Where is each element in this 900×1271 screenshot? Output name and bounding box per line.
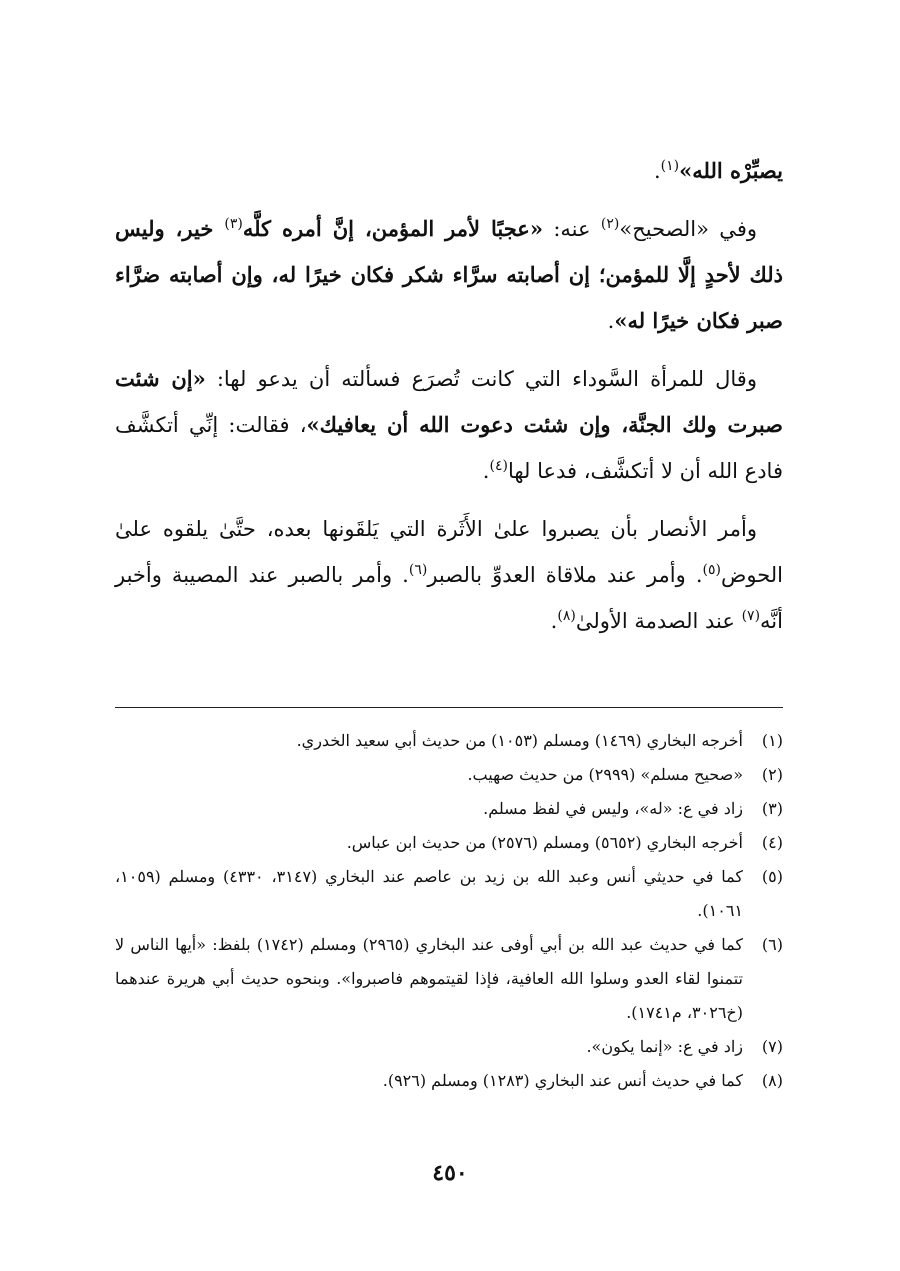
- paragraph-text: عنه:: [542, 217, 601, 241]
- page-number: ٤٥٠: [432, 1160, 468, 1186]
- footnote-4: [115, 826, 783, 860]
- paragraph-3: [115, 356, 783, 494]
- footnote-ref-8[interactable]: (٨): [557, 608, 576, 624]
- paragraph-end: .: [653, 159, 661, 183]
- footnote-3: [115, 792, 783, 826]
- footnote-6: [115, 928, 783, 1030]
- footnote-2: [115, 758, 783, 792]
- footnote-ref-7[interactable]: (٧): [741, 608, 761, 624]
- main-text: [115, 148, 783, 656]
- footnote-divider: [115, 707, 783, 708]
- footnote-5: [115, 860, 783, 928]
- paragraph-end: .: [482, 459, 490, 483]
- footnote-number: (٧): [761, 1037, 783, 1056]
- paragraph-text: . وأمر بالصبر عند المصيبة وأخبر أنَّه: [115, 563, 783, 633]
- footnote-ref-5[interactable]: (٥): [702, 562, 721, 578]
- paragraph-end: .: [550, 609, 558, 633]
- footnote-ref-4[interactable]: (٤): [489, 458, 508, 474]
- footnote-text: أخرجه البخاري (١٤٦٩) ومسلم (١٠٥٣) من حديث أبي سعيد الخدري.: [296, 731, 743, 750]
- footnote-text: كما في حديث أنس عند البخاري (١٢٨٣) ومسلم (٩٢٦).: [382, 1071, 743, 1090]
- footnote-number: (٤): [761, 833, 783, 852]
- footnote-text: أخرجه البخاري (٥٦٥٢) ومسلم (٢٥٧٦) من حديث ابن عباس.: [346, 833, 743, 852]
- paragraph-end: .: [607, 309, 615, 333]
- footnote-number: (٥): [761, 867, 783, 886]
- footnote-ref-2[interactable]: (٢): [600, 216, 620, 232]
- footnote-ref-1[interactable]: (١): [660, 158, 680, 174]
- footnote-number: (٦): [761, 935, 783, 954]
- footnote-text: «صحيح مسلم» (٢٩٩٩) من حديث صهيب.: [467, 765, 743, 784]
- footnote-number: (١): [761, 731, 783, 750]
- hadith-quote-continued: خير، وليس ذلك لأحدٍ إلَّا للمؤمن؛ إن أصابته سرَّاء شكر فكان خيرًا له، وإن أصابته ضرَّاء صبر فكان خيرًا له»: [115, 216, 783, 333]
- footnote-8: [115, 1064, 783, 1098]
- paragraph-text: عند الصدمة الأولىٰ: [575, 609, 742, 633]
- paragraph-lead: وفي «الصحيح»: [619, 217, 757, 241]
- footnote-1: [115, 724, 783, 758]
- paragraph-text: . وأمر عند ملاقاة العدوِّ بالصبر: [427, 563, 703, 587]
- footnotes-section: [115, 724, 783, 1098]
- footnote-text: زاد في ع: «له»، وليس في لفظ مسلم.: [483, 799, 743, 818]
- paragraph-text: ، فقالت: إنِّي أتكشَّف فادع الله أن لا أتكشَّف، فدعا لها: [115, 413, 783, 483]
- footnote-text: كما في حديث عبد الله بن أبي أوفى عند البخاري (٢٩٦٥) ومسلم (١٧٤٢) بلفظ: «أيها الناس لا تتمنوا لقاء العدو وسلوا الله العافية، فإذا لقيتموهم فاصبروا». وبنحوه حديث أبي هريرة عندهما (خ٣٠٢٦، م١٧٤١).: [115, 935, 744, 1022]
- footnote-number: (٢): [761, 765, 783, 784]
- footnote-ref-6[interactable]: (٦): [408, 562, 428, 578]
- quote-end: يصبِّرْه الله»: [679, 158, 783, 183]
- footnote-ref-3[interactable]: (٣): [224, 216, 243, 232]
- paragraph-4: [115, 506, 783, 644]
- hadith-quote: «إن شئت صبرت ولك الجنَّة، وإن شئت دعوت الله أن يعافيك»: [115, 366, 784, 437]
- footnote-number: (٣): [761, 799, 783, 818]
- hadith-quote: «عجبًا لأمر المؤمن، إنَّ أمره كلَّه: [242, 216, 543, 241]
- footnote-text: كما في حديثي أنس وعبد الله بن زيد بن عاصم عند البخاري (٣١٤٧، ٤٣٣٠) ومسلم (١٠٥٩، ١٠٦١).: [115, 867, 744, 920]
- paragraph-2: [115, 206, 783, 344]
- footnote-7: [115, 1030, 783, 1064]
- footnote-text: زاد في ع: «إنما يكون».: [586, 1037, 743, 1056]
- footnote-number: (٨): [761, 1071, 783, 1090]
- paragraph-1: [115, 148, 783, 194]
- paragraph-text: وأمر الأنصار بأن يصبروا علىٰ الأَثَرة التي يَلقَونها بعده، حتَّىٰ يلقوه علىٰ الحوض: [115, 517, 783, 587]
- paragraph-lead: وقال للمرأة السَّوداء التي كانت تُصرَع فسألته أن يدعو لها:: [205, 367, 757, 391]
